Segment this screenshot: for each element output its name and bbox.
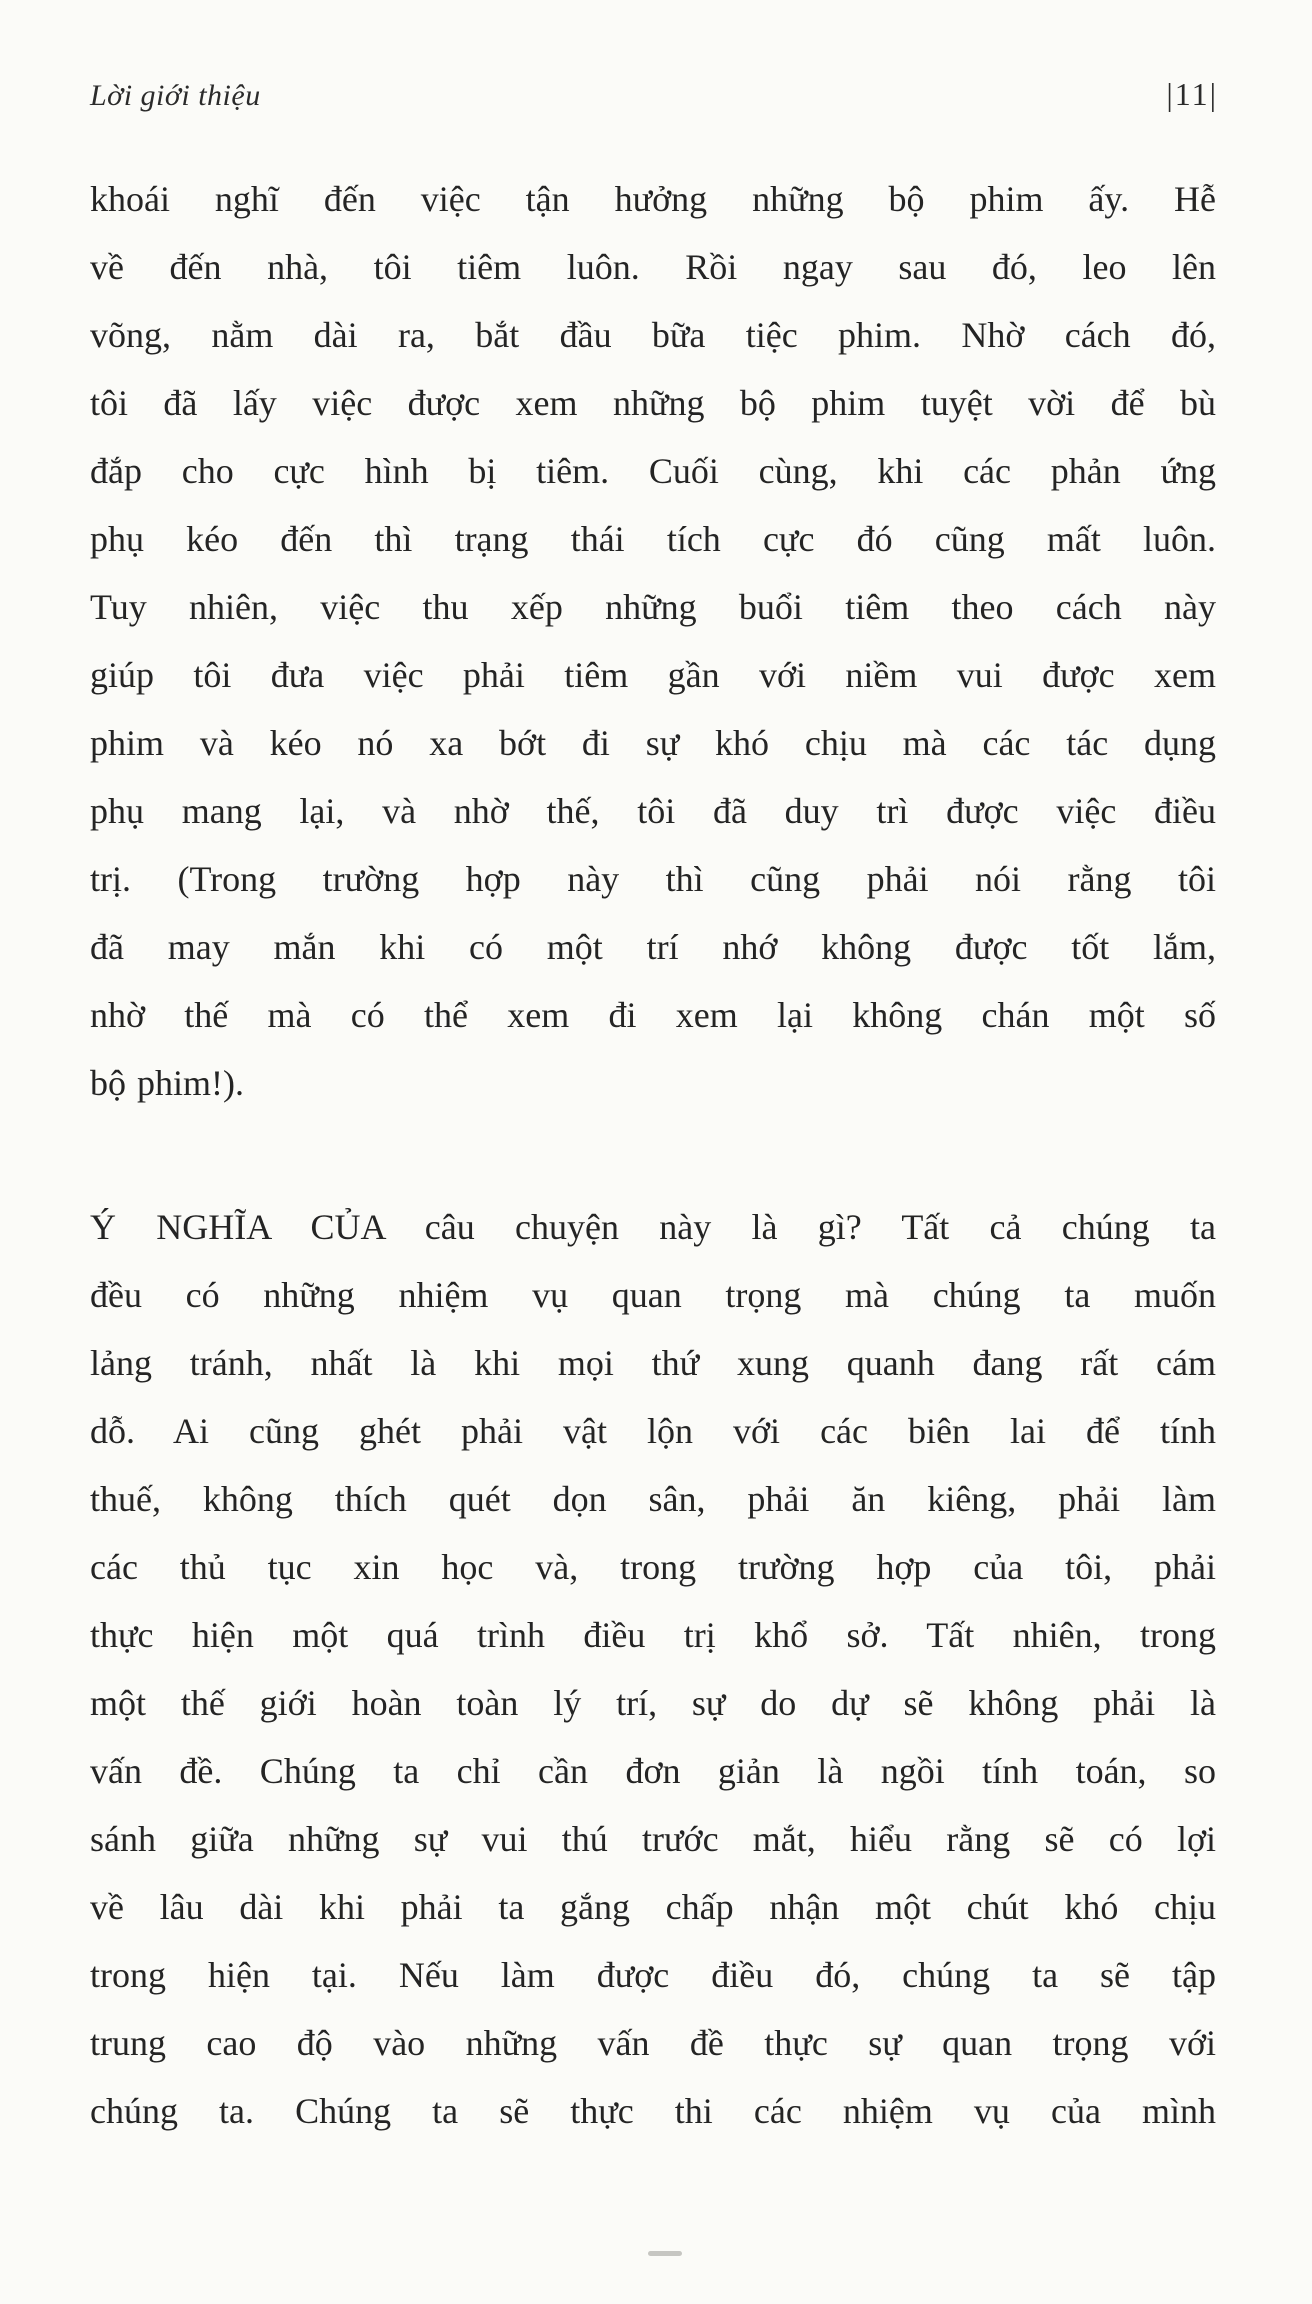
text-line: chúng ta. Chúng ta sẽ thực thi các nhiệm vụ của mình <box>90 2091 1216 2131</box>
text-line: nhờ thế mà có thể xem đi xem lại không chán một số <box>90 995 1216 1035</box>
text-line: trong hiện tại. Nếu làm được điều đó, chúng ta sẽ tập <box>90 1955 1216 1995</box>
running-header <box>0 0 1312 113</box>
text-line: đã may mắn khi có một trí nhớ không được tốt lắm, <box>90 927 1216 967</box>
text-line: giúp tôi đưa việc phải tiêm gần với niềm vui được xem <box>90 655 1216 695</box>
text-line: dỗ. Ai cũng ghét phải vật lộn với các biên lai để tính <box>90 1411 1216 1451</box>
text-line: về lâu dài khi phải ta gắng chấp nhận một chút khó chịu <box>90 1887 1216 1927</box>
text-line: tôi đã lấy việc được xem những bộ phim tuyệt vời để bù <box>90 383 1216 423</box>
text-line: Tuy nhiên, việc thu xếp những buổi tiêm theo cách này <box>90 587 1216 627</box>
body-text <box>0 165 1312 2145</box>
text-line: một thế giới hoàn toàn lý trí, sự do dự sẽ không phải là <box>90 1683 1216 1723</box>
text-line: các thủ tục xin học và, trong trường hợp của tôi, phải <box>90 1547 1216 1587</box>
text-line: thực hiện một quá trình điều trị khổ sở. Tất nhiên, trong <box>90 1615 1216 1655</box>
text-line: trị. (Trong trường hợp này thì cũng phải nói rằng tôi <box>90 859 1216 899</box>
text-line: khoái nghĩ đến việc tận hưởng những bộ phim ấy. Hễ <box>90 179 1216 219</box>
scan-artifact <box>648 2251 682 2256</box>
text-line: lảng tránh, nhất là khi mọi thứ xung quanh đang rất cám <box>90 1343 1216 1383</box>
text-line: võng, nằm dài ra, bắt đầu bữa tiệc phim. Nhờ cách đó, <box>90 315 1216 355</box>
text-line: thuế, không thích quét dọn sân, phải ăn kiêng, phải làm <box>90 1479 1216 1519</box>
text-line: đều có những nhiệm vụ quan trọng mà chúng ta muốn <box>90 1275 1216 1315</box>
text-line: bộ phim!). <box>90 1063 244 1103</box>
text-line: trung cao độ vào những vấn đề thực sự quan trọng với <box>90 2023 1216 2063</box>
text-line: Ý NGHĨA CỦA câu chuyện này là gì? Tất cả chúng ta <box>90 1207 1216 1247</box>
text-line: vấn đề. Chúng ta chỉ cần đơn giản là ngồi tính toán, so <box>90 1751 1216 1791</box>
section-title: Lời giới thiệu <box>90 79 261 112</box>
text-line: sánh giữa những sự vui thú trước mắt, hiểu rằng sẽ có lợi <box>90 1819 1216 1859</box>
text-line: đắp cho cực hình bị tiêm. Cuối cùng, khi các phản ứng <box>90 451 1216 491</box>
text-line: phim và kéo nó xa bớt đi sự khó chịu mà các tác dụng <box>90 723 1216 763</box>
paragraph-2 <box>90 1193 1216 2145</box>
text-line: phụ kéo đến thì trạng thái tích cực đó cũng mất luôn. <box>90 519 1216 559</box>
page-number: |11| <box>1166 76 1218 112</box>
text-line: về đến nhà, tôi tiêm luôn. Rồi ngay sau đó, leo lên <box>90 247 1216 287</box>
text-line: phụ mang lại, và nhờ thế, tôi đã duy trì được việc điều <box>90 791 1216 831</box>
paragraph-1 <box>90 165 1216 1117</box>
